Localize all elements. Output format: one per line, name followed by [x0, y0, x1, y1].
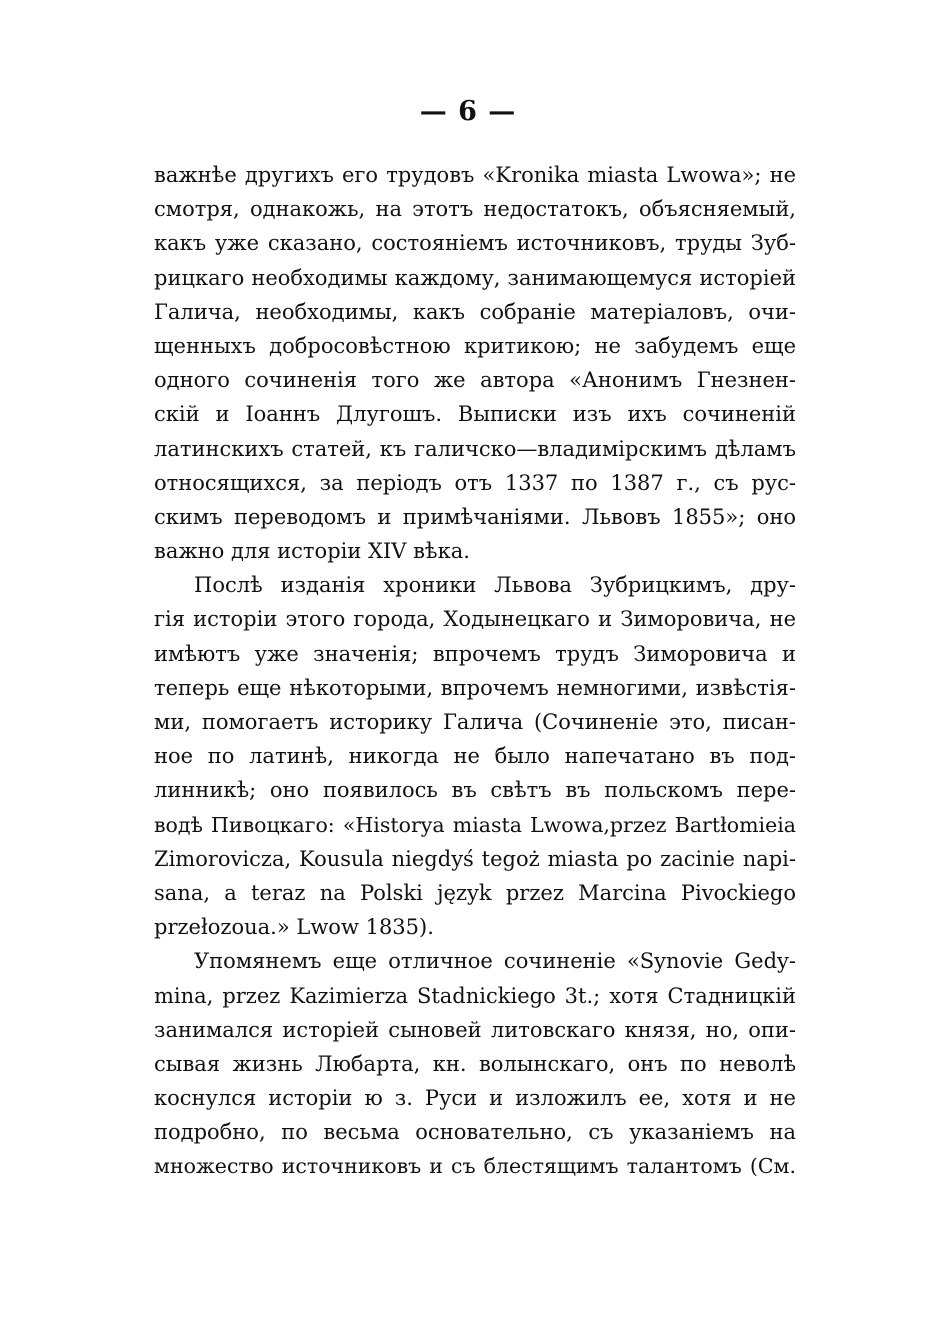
text-line: przełozoua.» Lwow 1835). [154, 915, 434, 940]
text-line: Галича, необходимы, какъ собраніе матеріаловъ, очи- [154, 299, 796, 324]
text-line: щенныхъ добросовѣстною критикою; не забудемъ еще [154, 333, 796, 358]
text-line: скій и Іоаннъ Длугошъ. Выписки изъ ихъ сочиненій [154, 402, 796, 427]
text-line: sana, a teraz na Polski język przez Marcina Pivockiego [154, 880, 796, 905]
text-line: одного сочиненія того же автора «Анонимъ Гнезнен- [154, 368, 796, 393]
text-line: Упомянемъ еще отличное сочиненіе «Synovie Gedy- [194, 949, 796, 974]
text-line: занимался исторіей сыновей литовскаго князя, но, опи- [154, 1017, 796, 1042]
text-line: mina, przez Kazimierza Stadnickiego 3t.; хотя Стадницкій [154, 983, 796, 1008]
text-line: линникѣ; оно появилось въ свѣтъ въ польскомъ пере- [154, 778, 796, 803]
text-line: сывая жизнь Любарта, кн. волынскаго, онъ по неволѣ [154, 1051, 796, 1076]
text-line: какъ уже сказано, состояніемъ источниковъ, труды Зуб- [154, 231, 796, 256]
text-line: Zimorovicza, Kousula niegdyś tegoż miasta po zacinie napi- [154, 846, 796, 871]
text-line: относящихся, за періодъ отъ 1337 по 1387 г., съ рус- [154, 470, 796, 495]
text-line: водѣ Пивоцкаго: «Historya miasta Lwowa,przez Bartłomieia [154, 812, 796, 837]
text-line: коснулся исторіи ю з. Руси и изложилъ ее, хотя и не [154, 1086, 796, 1111]
text-line: имѣютъ уже значенія; впрочемъ трудъ Зиморовича и [154, 641, 796, 666]
text-line: важнѣе другихъ его трудовъ «Kronika miasta Lwowa»; не [154, 163, 796, 187]
text-line: подробно, по весьма основательно, съ указаніемъ на [154, 1120, 796, 1145]
text-line: латинскихъ статей, къ галичско—владимірскимъ дѣламъ [154, 436, 796, 461]
text-line: ми, помогаетъ историку Галича (Сочиненіе это, писан- [154, 710, 796, 734]
body-text [154, 158, 796, 1184]
text-line: гія исторіи этого города, Ходынецкаго и Зимоpовича, не [154, 607, 796, 632]
text-line: ное по латинѣ, никогда не было напечатано въ под- [154, 744, 796, 769]
text-line: теперь еще нѣкоторыми, впрочемъ немногими, извѣстія- [154, 675, 796, 700]
text-line: скимъ переводомъ и примѣчаніями. Львовъ 1855»; оно [154, 504, 796, 529]
text-line: важно для исторіи XIV вѣка. [154, 539, 470, 564]
text-line: рицкаго необходимы каждому, занимающемуся исторіей [154, 265, 796, 290]
text-line: смотря, однакожь, на этотъ недостатокъ, объясняемый, [154, 197, 796, 222]
page-number: — 6 — [419, 96, 517, 127]
text-line: Послѣ изданія хроники Львова Зубрицкимъ, дру- [194, 573, 796, 598]
text-line: множество источниковъ и съ блестящимъ талантомъ (См. [154, 1154, 796, 1179]
